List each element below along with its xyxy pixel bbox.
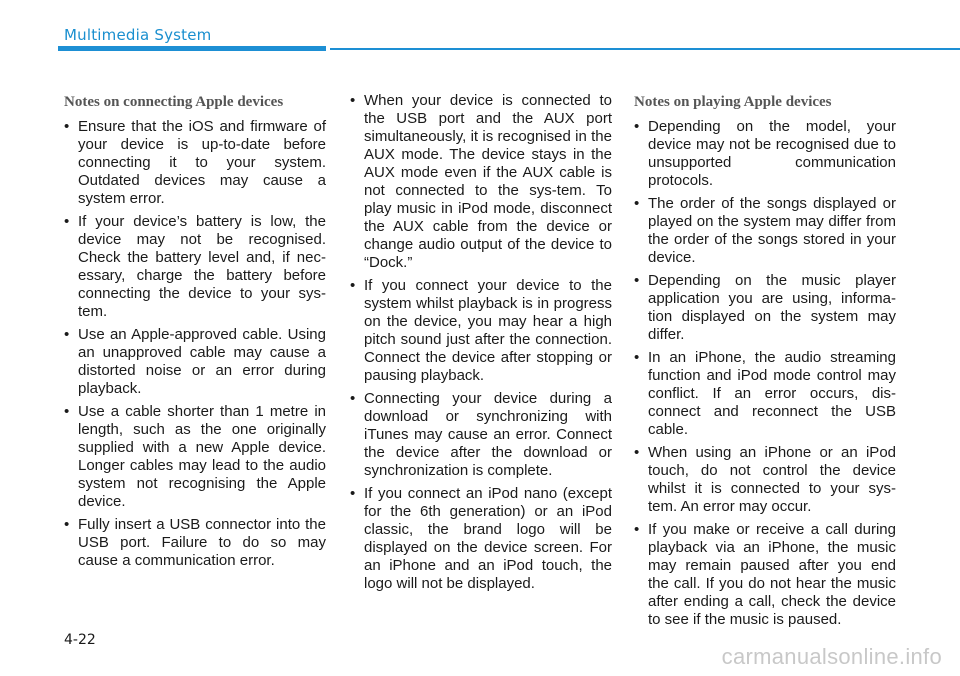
bullet-icon: • [64,118,70,135]
list-item-text: If you make or receive a call during playback via an iPhone, the music may remain paused after you end the call. If you do not hear the music after ending a call, check the device to see if the music is paused. [648,521,896,628]
bullet-icon: • [64,213,70,230]
list-item [64,403,326,511]
column-right [634,92,896,634]
page-number: 4-22 [64,632,96,648]
list-item [64,213,326,321]
bullet-icon: • [350,277,356,294]
list-item-text: Use an Apple-approved cable. Using an unapproved cable may cause a distorted noise or an error during playback. [78,326,326,397]
bullet-icon: • [350,92,356,109]
bullet-list [64,118,326,570]
list-item [634,444,896,516]
bullet-icon: • [64,326,70,343]
list-item-text: The order of the songs displayed or played on the system may differ from the order of the songs stored in your device. [648,195,896,266]
list-item [350,277,612,385]
bullet-list [350,92,612,593]
list-item [64,516,326,570]
list-item-text: Depending on the music player application you are using, informa-tion displayed on the system may differ. [648,272,896,343]
column-left [64,92,326,575]
list-item-text: Fully insert a USB connector into the USB port. Failure to do so may cause a communication error. [78,516,326,569]
heading-connecting-apple: Notes on connecting Apple devices [64,94,284,110]
bullet-icon: • [634,521,640,538]
list-item-text: When using an iPhone or an iPod touch, do not control the device whilst it is connected to your sys-tem. An error may occur. [648,444,896,515]
bullet-icon: • [350,390,356,407]
bullet-list [634,118,896,629]
list-item [350,390,612,480]
section-title: Multimedia System [64,26,212,44]
bullet-icon: • [634,195,640,212]
list-item-text: Depending on the model, your device may not be recognised due to unsupported communication protocols. [648,118,896,189]
bullet-icon: • [634,444,640,461]
list-item-text: If you connect your device to the system whilst playback is in progress on the device, you may hear a high pitch sound just after the connection. Connect the device after stopping or pausing playback. [364,277,612,384]
column-middle [350,92,612,598]
heading-playing-apple: Notes on playing Apple devices [634,94,832,110]
bullet-icon: • [64,403,70,420]
list-item [634,521,896,629]
header-rule-thick [58,46,326,51]
list-item [634,349,896,439]
header-rule-thin [330,48,960,50]
list-item [634,118,896,190]
list-item-text: When your device is connected to the USB port and the AUX port simultaneously, it is recognised in the AUX mode. The device stays in the AUX mode even if the AUX cable is not connected to the sys-tem. To play music in iPod mode, disconnect the AUX cable from the device or change audio output of the device to “Dock.” [364,92,612,271]
list-item-text: In an iPhone, the audio streaming function and iPod mode control may conflict. If an error occurs, dis-connect and reconnect the USB cable. [648,349,896,438]
list-item [64,118,326,208]
watermark: carmanualsonline.info [721,644,942,669]
list-item [350,485,612,593]
bullet-icon: • [634,349,640,366]
bullet-icon: • [634,118,640,135]
list-item-text: Use a cable shorter than 1 metre in length, such as the one originally supplied with a new Apple device. Longer cables may lead to the audio system not recognising the Apple device. [78,403,326,510]
bullet-icon: • [350,485,356,502]
list-item [634,195,896,267]
bullet-icon: • [64,516,70,533]
list-item [64,326,326,398]
list-item [634,272,896,344]
list-item-text: If you connect an iPod nano (except for the 6th generation) or an iPod classic, the brand logo will be displayed on the device screen. For an iPhone and an iPod touch, the logo will not be displayed. [364,485,612,592]
list-item-text: If your device’s battery is low, the device may not be recognised. Check the battery level and, if nec-essary, charge the battery before connecting the device to your sys-tem. [78,213,326,320]
list-item [350,92,612,272]
list-item-text: Connecting your device during a download or synchronizing with iTunes may cause an error. Connect the device after the download or synchronization is complete. [364,390,612,479]
list-item-text: Ensure that the iOS and firmware of your device is up-to-date before connecting it to your system. Outdated devices may cause a system error. [78,118,326,207]
bullet-icon: • [634,272,640,289]
